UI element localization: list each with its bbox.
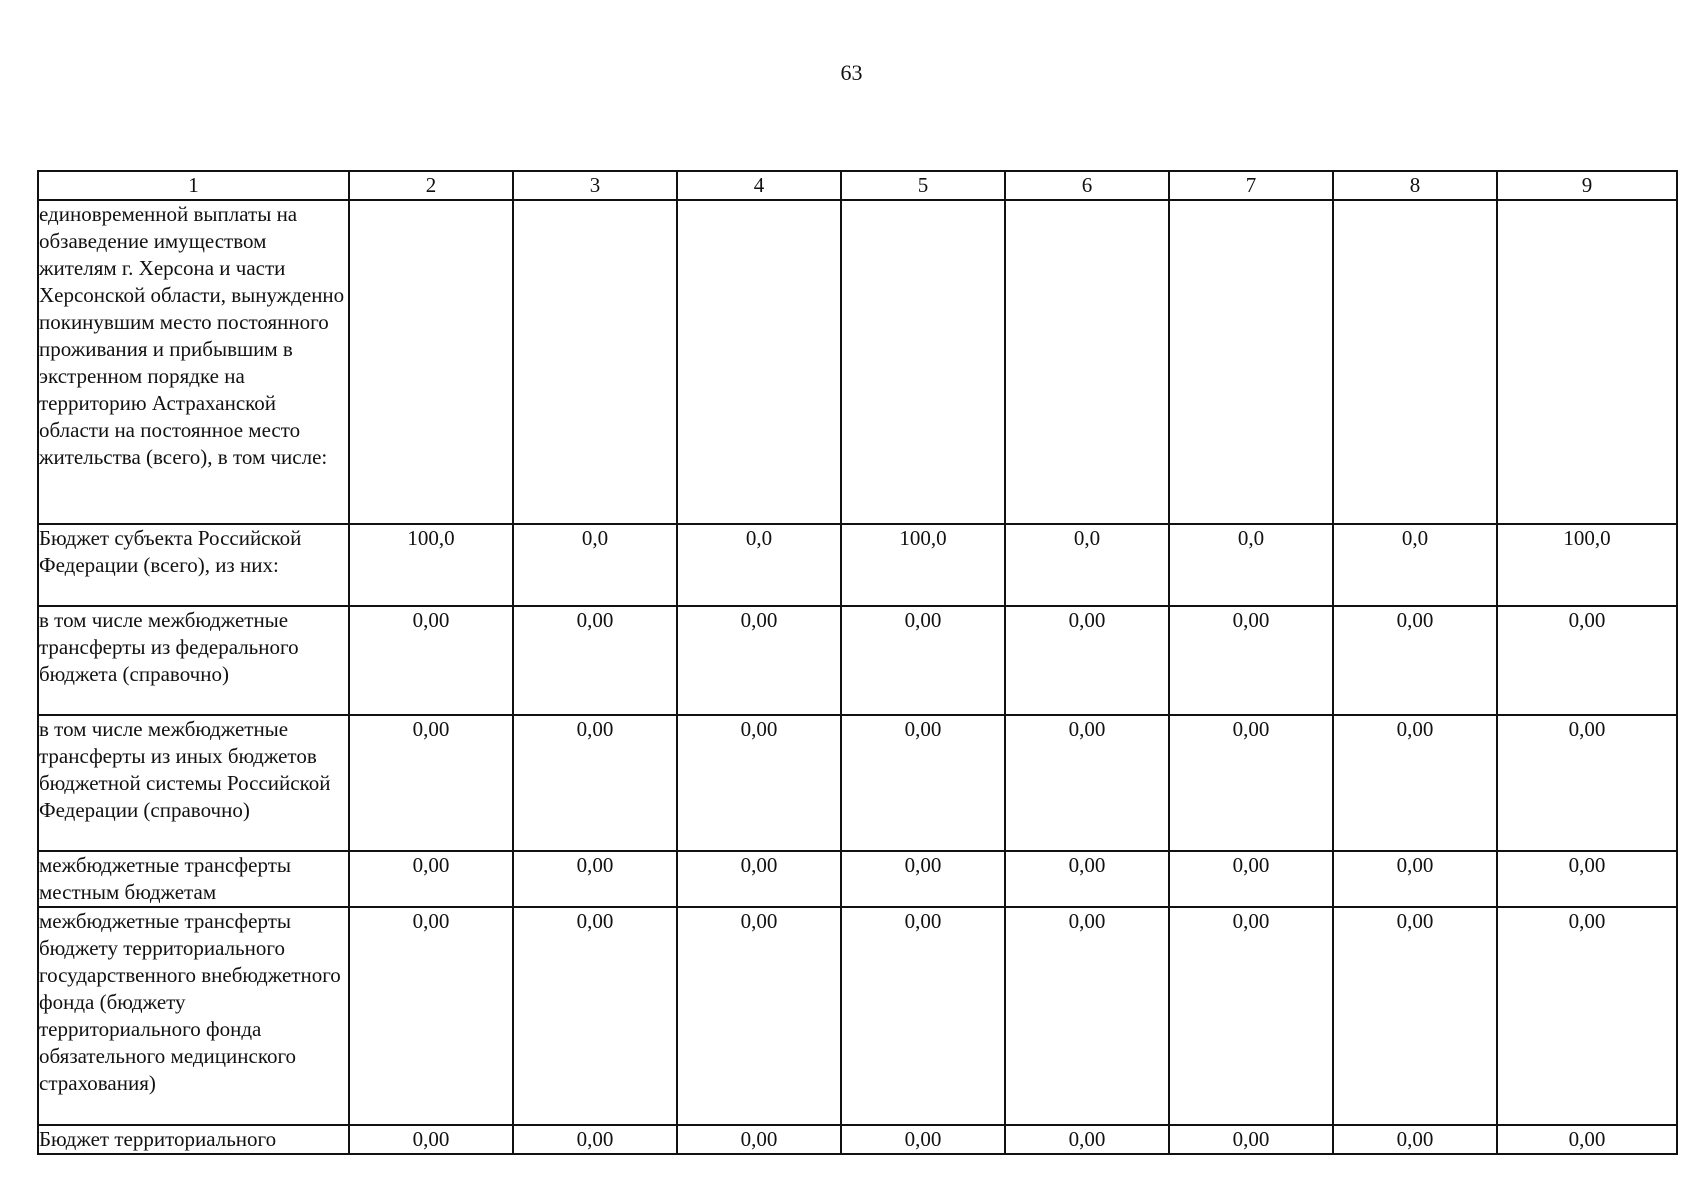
row-label: в том числе межбюджетные трансферты из федерального бюджета (справочно) — [38, 606, 349, 715]
table-cell: 0,00 — [349, 851, 513, 907]
table-cell: 0,0 — [677, 524, 841, 606]
table-cell: 0,00 — [677, 606, 841, 715]
row-label: единовременной выплаты на обзаведение имуществом жителям г. Херсона и части Херсонской области, вынужденно покинувшим место постоянного проживания и прибывшим в экстренном порядке на территорию Астраханской области на постоянное место жительства (всего), в том числе: — [38, 200, 349, 524]
table-cell: 0,00 — [1005, 606, 1169, 715]
row-label: межбюджетные трансферты бюджету территориального государственного внебюджетного фонда (бюджету территориального фонда обязательного медицинского страхования) — [38, 907, 349, 1125]
column-header: 8 — [1333, 171, 1497, 200]
row-label: в том числе межбюджетные трансферты из иных бюджетов бюджетной системы Российской Федерации (справочно) — [38, 715, 349, 851]
table-cell: 0,00 — [677, 907, 841, 1125]
table-cell: 0,00 — [513, 851, 677, 907]
table-cell: 0,00 — [1005, 1125, 1169, 1154]
table-cell: 0,0 — [1333, 524, 1497, 606]
table-cell — [841, 200, 1005, 524]
column-header: 2 — [349, 171, 513, 200]
table-cell: 0,00 — [1005, 907, 1169, 1125]
table-cell: 0,00 — [349, 907, 513, 1125]
table-cell: 0,00 — [1333, 907, 1497, 1125]
table-cell: 0,00 — [349, 1125, 513, 1154]
row-label: Бюджет территориального — [38, 1125, 349, 1154]
table-cell — [349, 200, 513, 524]
table-cell — [513, 200, 677, 524]
page-number: 63 — [840, 60, 863, 85]
table-cell: 100,0 — [349, 524, 513, 606]
table-cell: 0,00 — [1333, 851, 1497, 907]
table-cell: 0,00 — [1333, 1125, 1497, 1154]
table-row — [38, 1125, 1677, 1154]
table-cell: 0,00 — [513, 1125, 677, 1154]
table-cell: 0,00 — [513, 606, 677, 715]
table-cell: 0,00 — [1333, 715, 1497, 851]
table-cell: 0,00 — [841, 1125, 1005, 1154]
column-header: 7 — [1169, 171, 1333, 200]
row-label: межбюджетные трансферты местным бюджетам — [38, 851, 349, 907]
table-cell: 0,00 — [1169, 606, 1333, 715]
table-cell: 0,00 — [1169, 851, 1333, 907]
table-cell: 0,00 — [1497, 606, 1677, 715]
table-row — [38, 715, 1677, 851]
column-header: 5 — [841, 171, 1005, 200]
table-cell: 0,00 — [1005, 851, 1169, 907]
table-cell: 100,0 — [1497, 524, 1677, 606]
table-cell: 0,00 — [1005, 715, 1169, 851]
column-header: 9 — [1497, 171, 1677, 200]
header-row — [38, 171, 1677, 200]
column-header: 3 — [513, 171, 677, 200]
column-header: 4 — [677, 171, 841, 200]
budget-table — [37, 170, 1678, 1155]
table-cell: 0,00 — [841, 715, 1005, 851]
table-cell: 0,00 — [1497, 851, 1677, 907]
table-cell: 0,0 — [1005, 524, 1169, 606]
table-row — [38, 907, 1677, 1125]
column-header: 6 — [1005, 171, 1169, 200]
table-cell: 0,0 — [1169, 524, 1333, 606]
table-cell — [1005, 200, 1169, 524]
table-row — [38, 200, 1677, 524]
row-label: Бюджет субъекта Российской Федерации (всего), из них: — [38, 524, 349, 606]
table-row — [38, 851, 1677, 907]
table-cell — [1169, 200, 1333, 524]
table-cell: 0,00 — [513, 907, 677, 1125]
table-cell — [1333, 200, 1497, 524]
table-cell: 0,0 — [513, 524, 677, 606]
table-cell: 0,00 — [1497, 715, 1677, 851]
table-cell: 0,00 — [1497, 907, 1677, 1125]
table-cell — [677, 200, 841, 524]
table-cell: 0,00 — [1169, 1125, 1333, 1154]
table-cell: 0,00 — [513, 715, 677, 851]
table-cell: 0,00 — [1169, 715, 1333, 851]
table-cell: 0,00 — [841, 907, 1005, 1125]
table-cell: 0,00 — [1333, 606, 1497, 715]
table-cell: 0,00 — [677, 851, 841, 907]
table-row — [38, 606, 1677, 715]
table-cell: 0,00 — [1169, 907, 1333, 1125]
table-cell: 0,00 — [349, 715, 513, 851]
table-cell: 0,00 — [841, 606, 1005, 715]
table-cell — [1497, 200, 1677, 524]
table-cell: 100,0 — [841, 524, 1005, 606]
table-cell: 0,00 — [349, 606, 513, 715]
table-cell: 0,00 — [677, 1125, 841, 1154]
table-cell: 0,00 — [677, 715, 841, 851]
table-row — [38, 524, 1677, 606]
table-cell: 0,00 — [1497, 1125, 1677, 1154]
table-cell: 0,00 — [841, 851, 1005, 907]
column-header: 1 — [38, 171, 349, 200]
